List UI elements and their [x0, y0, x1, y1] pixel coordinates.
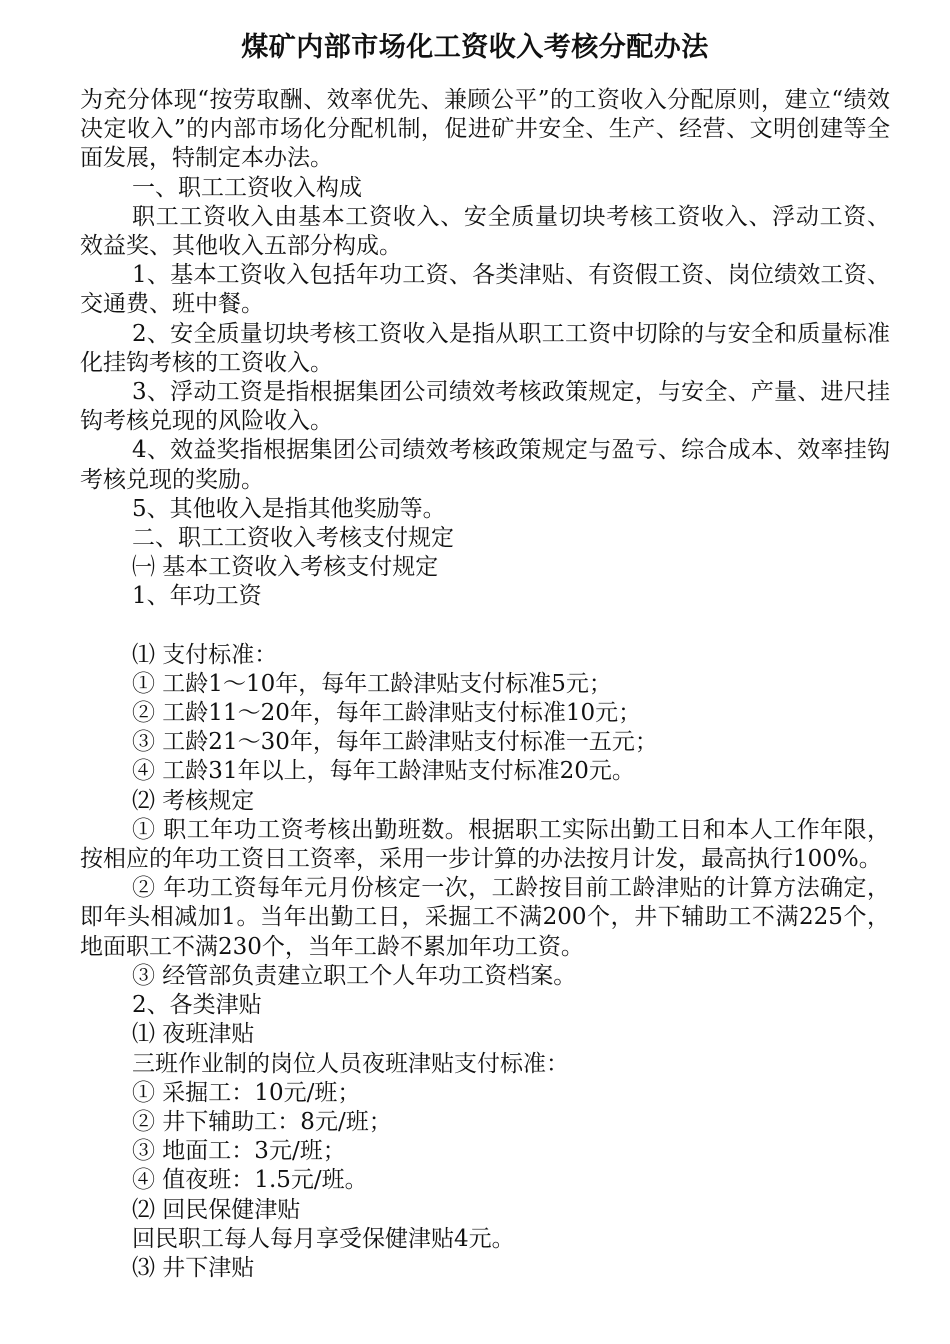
list-item: ④ 值夜班：1.5元/班。: [132, 1167, 368, 1194]
list-item: 5、其他收入是指其他奖励等。: [132, 495, 446, 522]
section-heading-2: 二、职工工资收入考核支付规定: [132, 525, 454, 552]
list-item: ③ 经管部负责建立职工个人年功工资档案。: [132, 962, 577, 989]
blank-line: [80, 612, 890, 641]
clause-heading: ⑴ 夜班津贴: [132, 1021, 255, 1048]
list-item: ④ 工龄31年以上，每年工龄津贴支付标准20元。: [132, 758, 635, 785]
list-item: ③ 地面工：3元/班；: [132, 1138, 346, 1165]
document-body: [80, 86, 890, 1283]
paragraph: 回民职工每人每月享受保健津贴4元。: [132, 1225, 515, 1252]
clause-heading: ⑴ 支付标准：: [132, 641, 278, 668]
list-item: ① 采掘工：10元/班；: [132, 1079, 361, 1106]
intro-paragraph: 为充分体现“按劳取酬、效率优先、兼顾公平”的工资收入分配原则，建立“绩效决定收入”的内部市场化分配机制，促进矿井安全、生产、经营、文明创建等全面发展，特制定本办法。: [80, 87, 890, 172]
clause-heading: ⑵ 考核规定: [132, 787, 255, 814]
list-item: ② 井下辅助工：8元/班；: [132, 1108, 392, 1135]
clause-heading: ⑵ 回民保健津贴: [132, 1196, 301, 1223]
list-item: ② 工龄11～20年，每年工龄津贴支付标准10元；: [132, 700, 642, 727]
paragraph: 职工工资收入由基本工资收入、安全质量切块考核工资收入、浮动工资、效益奖、其他收入五部分构成。: [80, 203, 890, 260]
section-heading-1: 一、职工工资收入构成: [132, 174, 362, 201]
list-item: 3、浮动工资是指根据集团公司绩效考核政策规定，与安全、产量、进尺挂钩考核兑现的风险收入。: [80, 379, 890, 435]
item-heading: 1、年功工资: [132, 583, 262, 610]
list-item: 4、效益奖指根据集团公司绩效考核政策规定与盈亏、综合成本、效率挂钩考核兑现的奖励。: [80, 437, 890, 493]
document-title: 煤矿内部市场化工资收入考核分配办法: [241, 32, 709, 63]
paragraph: 三班作业制的岗位人员夜班津贴支付标准：: [132, 1050, 569, 1077]
list-item: 1、基本工资收入包括年功工资、各类津贴、有资假工资、岗位绩效工资、交通费、班中餐。: [80, 262, 890, 318]
list-item: ① 职工年功工资考核出勤班数。根据职工实际出勤工日和本人工作年限，按相应的年功工资日工资率，采用一步计算的办法按月计发，最高执行100%。: [80, 816, 890, 873]
list-item: ③ 工龄21～30年，每年工龄津贴支付标准一五元；: [132, 729, 658, 756]
list-item: ① 工龄1～10年，每年工龄津贴支付标准5元；: [132, 670, 612, 697]
item-heading: 2、各类津贴: [132, 992, 262, 1019]
subsection-heading: ㈠ 基本工资收入考核支付规定: [132, 554, 439, 581]
list-item: ② 年功工资每年元月份核定一次，工龄按目前工龄津贴的计算方法确定，即年头相减加1。当年出勤工日，采掘工不满200个，井下辅助工不满225个，地面职工不满230个，当年工龄不累加年功工资。: [80, 875, 890, 960]
clause-heading: ⑶ 井下津贴: [132, 1254, 255, 1281]
list-item: 2、安全质量切块考核工资收入是指从职工工资中切除的与安全和质量标准化挂钩考核的工资收入。: [80, 320, 890, 376]
